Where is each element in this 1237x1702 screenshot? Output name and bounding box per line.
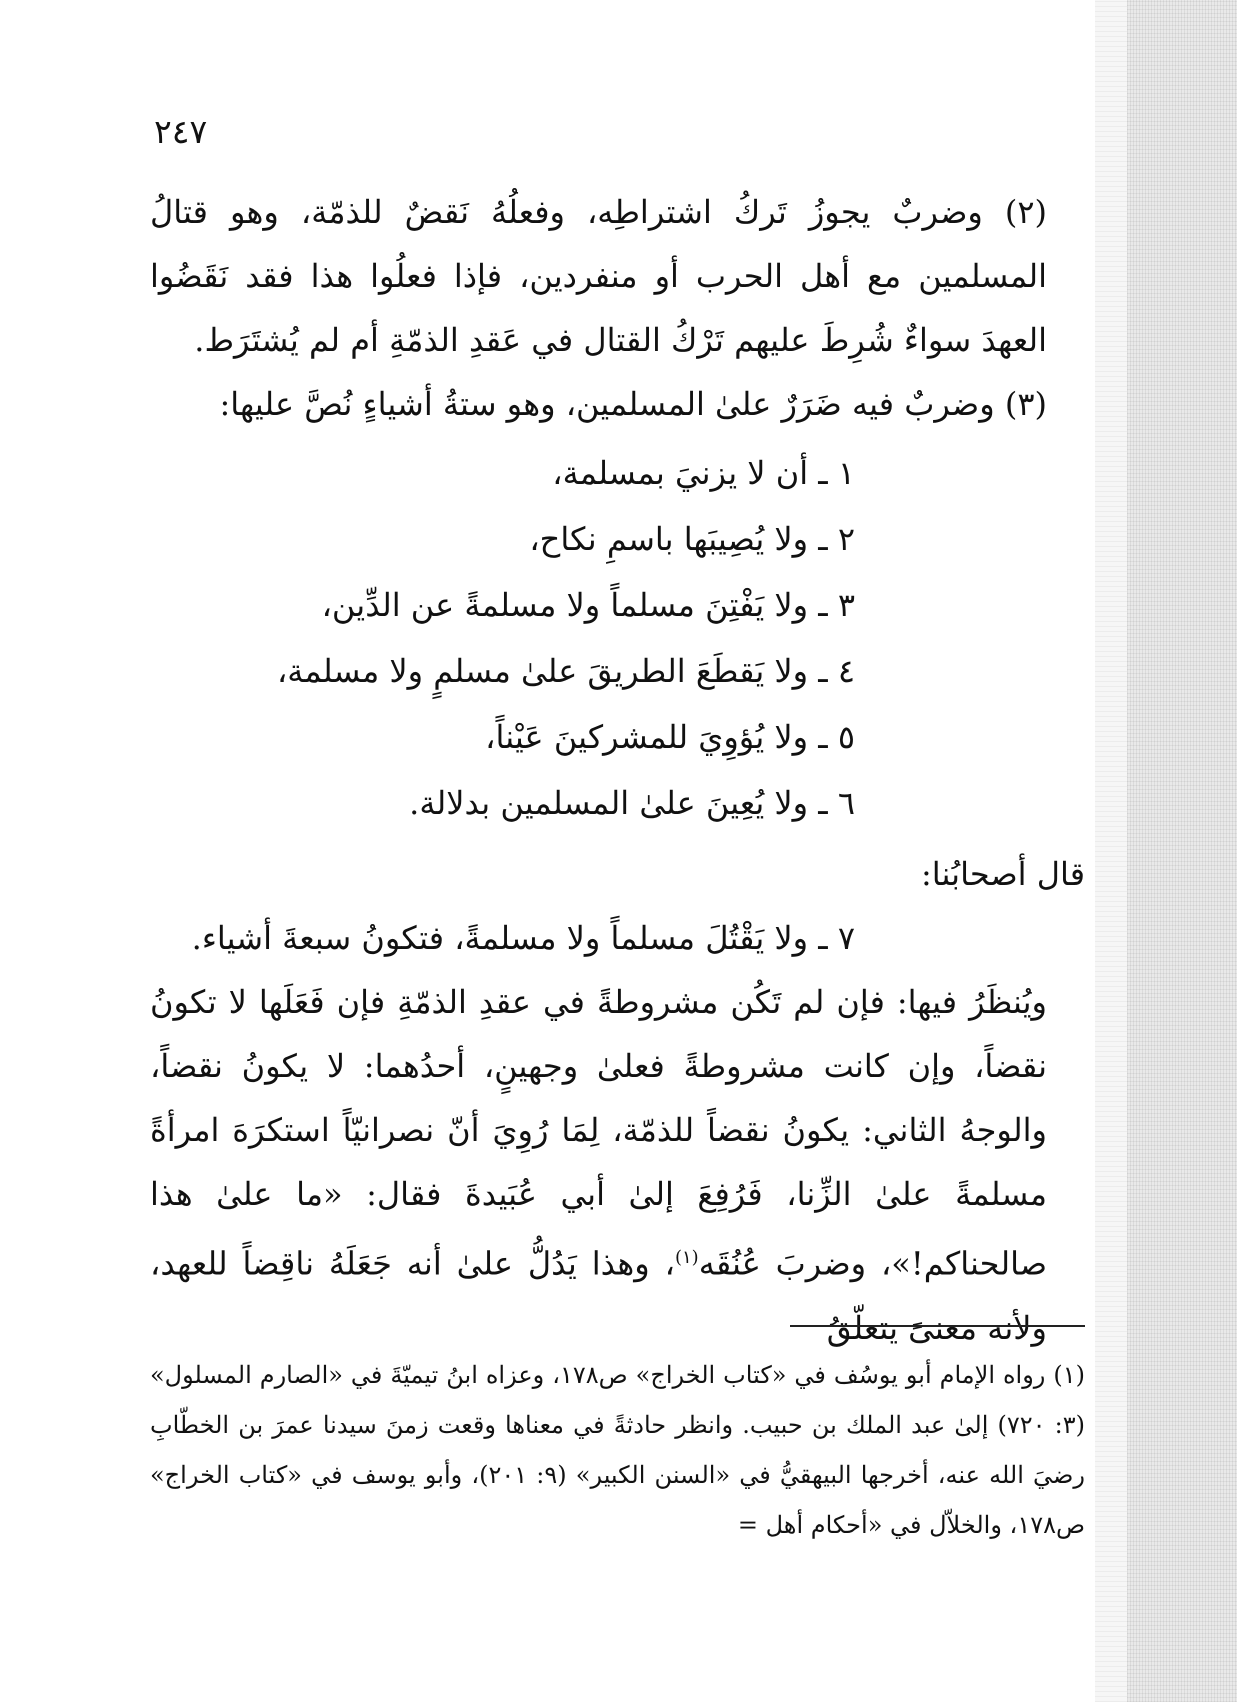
list-item: ٦ ـ ولا يُعِينَ علىٰ المسلمين بدلالة. [409,784,855,822]
ashabuna-line: قال أصحابُنا: [920,855,1085,893]
scan-shadow [1095,0,1127,1702]
footnote-1: (١) رواه الإمام أبو يوسُف في «كتاب الخراج» ص١٧٨، وعزاه ابنُ تيميّةَ في «الصارم المسلول» (٣: ٧٢٠) إلىٰ عبد الملك بن حبيب. وانظر حادثةً في معناها وقعت زمنَ سيدنا عمرَ بن الخطّابِ رضيَ الله عنه، أخرجها البيهقيُّ في «السنن الكبير» (٩: ٢٠١)، وأبو يوسف في «كتاب الخراج» ص١٧٨، والخلاّل في «أحكام أهل = [150,1361,1086,1539]
footnote-reference[interactable]: (١) [674,1247,699,1268]
list-item: ١ ـ أن لا يزنيَ بمسلمة، [552,454,855,492]
paragraph-4-text: ويُنظَرُ فيها: فإن لم تَكُن مشروطةً في عقدِ الذمّةِ فإن فَعَلَها لا تكونُ نقضاً، وإن كانت مشروطةً فعلىٰ وجهينٍ، أحدُهما: لا يكونُ نقضاً، والوجهُ الثاني: يكونُ نقضاً للذمّة، لِمَا رُوِيَ أنّ نصرانيّاً استكرَهَ امرأةً مسلمةً علىٰ الزِّنا، فَرُفِعَ إلىٰ أبي عُبَيدةَ فقال: «ما علىٰ هذا صالحناكم!»، وضربَ عُنُقَه [150,983,1048,1283]
paragraph-2: (٢) وضربٌ يجوزُ تَركُ اشتراطِه، وفعلُهُ نَقضٌ للذمّة، وهو قتالُ المسلمين مع أهل الحرب أو منفردين، فإذا فعلُوا هذا فقد نَقَضُوا العهدَ سواءٌ شُرِطَ عليهم تَرْكُ القتال في عَقدِ الذمّةِ أم لم يُشتَرَط. [150,193,1047,359]
footnote-divider [790,1325,1085,1327]
scan-edge [1127,0,1237,1702]
page-number: ٢٤٧ [154,112,208,151]
list-item: ٢ ـ ولا يُصِيبَها باسمِ نكاح، [529,520,855,558]
conditions-list [150,440,1085,836]
list-item: ٤ ـ ولا يَقطَعَ الطريقَ علىٰ مسلمٍ ولا مسلمة، [276,652,855,690]
list-item: ٥ ـ ولا يُؤوِيَ للمشركينَ عَيْناً، [485,718,855,756]
footnotes [150,1350,1085,1550]
list-item: ٣ ـ ولا يَفْتِنَ مسلماً ولا مسلمةً عن الدِّين، [321,586,855,624]
paragraph-4 [150,970,1085,1360]
paragraph-3: (٣) وضربٌ فيه ضَرَرٌ علىٰ المسلمين، وهو ستةُ أشياءٍ نُصَّ عليها: [219,385,1047,423]
paragraph-4-continuation: ، وهذا يَدُلُّ علىٰ أنه جَعَلَهُ ناقِضاً للعهد، ولأنه معنىً يتعلّقُ [150,1244,1047,1347]
list-item-7: ٧ ـ ولا يَقْتُلَ مسلماً ولا مسلمةً، فتكونُ سبعةَ أشياء. [191,919,855,957]
main-text [150,180,1085,1360]
